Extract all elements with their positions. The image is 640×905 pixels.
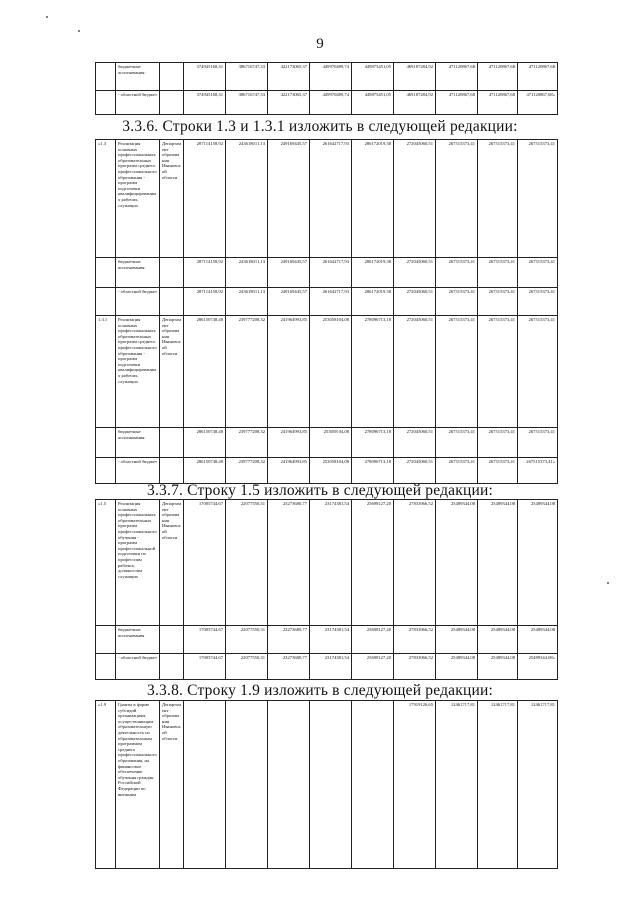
value-cell: 25489344,08 <box>436 500 478 626</box>
value-cell: 25698127,20 <box>352 654 394 680</box>
row-number <box>96 428 116 458</box>
value-cell: 267515373,41 <box>436 258 478 288</box>
value-cell: 267515373,41 <box>478 428 518 458</box>
table-row <box>96 288 558 316</box>
value-cell: 243618011,13 <box>226 288 268 316</box>
heading-3-3-8: 3.3.8. Строку 1.9 изложить в следующей редакции: <box>147 682 493 699</box>
value-cell: 286172019,38 <box>352 288 394 316</box>
row-name: бюджетные ассигнования <box>116 626 160 654</box>
value-cell: 267515373,41 <box>518 288 558 316</box>
row-executor <box>160 288 184 316</box>
value-cell <box>310 701 352 869</box>
value-cell: 249169445,57 <box>268 258 310 288</box>
value-cell: 241964993,85 <box>268 458 310 484</box>
row-executor <box>160 63 184 91</box>
value-cell: 27833966,52 <box>394 654 436 680</box>
row-number <box>96 91 116 115</box>
value-cell: 25698127,20 <box>352 626 394 654</box>
value-cell: 22077550,31 <box>226 500 268 626</box>
value-cell: 286172019,38 <box>352 140 394 258</box>
value-cell: 12461717,81 <box>478 701 518 869</box>
value-cell: 23273680,77 <box>268 626 310 654</box>
row-number <box>96 63 116 91</box>
row-number <box>96 654 116 680</box>
scan-speck <box>46 16 48 18</box>
value-cell: 25489344,08 <box>436 654 478 680</box>
value-cell: 422173065,37 <box>268 63 310 91</box>
row-name: бюджетные ассигнования: <box>116 428 160 458</box>
value-cell: 261642717,93 <box>310 258 352 288</box>
value-cell: 267515373,41 <box>436 316 478 428</box>
value-cell: 12461717,81 <box>518 701 558 869</box>
value-cell: 249169445,57 <box>268 288 310 316</box>
row-name: - областной бюджет <box>116 458 160 484</box>
value-cell: 25489344,08 <box>478 626 518 654</box>
table-row <box>96 428 558 458</box>
value-cell: 449970489,74 <box>310 91 352 115</box>
value-cell: 286150748,48 <box>184 316 226 428</box>
value-cell: 261642717,93 <box>310 140 352 258</box>
value-cell: 23273680,77 <box>268 500 310 626</box>
value-cell: 286150748,48 <box>184 458 226 484</box>
row-name: Реализация основных профессиональных образовательных программ среднего профессионального образования - программ подготовки квалифицированных рабочих, служащих <box>116 316 160 428</box>
value-cell: 239777208,32 <box>226 428 268 458</box>
table-row <box>96 140 558 258</box>
value-cell: 25489344,08 <box>436 626 478 654</box>
value-cell: 17005744,67 <box>184 500 226 626</box>
row-number: «1.3 <box>96 140 116 258</box>
value-cell: 449970489,74 <box>310 63 352 91</box>
value-cell: 23174381,54 <box>310 626 352 654</box>
value-cell: 27833966,52 <box>394 500 436 626</box>
row-number <box>96 458 116 484</box>
value-cell: 267515373,41 <box>436 428 478 458</box>
row-name: бюджетные ассигнования: <box>116 258 160 288</box>
value-cell: 22077550,31 <box>226 654 268 680</box>
table-row <box>96 458 558 484</box>
value-cell: 267515373,41 <box>478 288 518 316</box>
value-cell: 267515373,41 <box>518 140 558 258</box>
table-row <box>96 500 558 626</box>
value-cell: 12461717,81 <box>436 701 478 869</box>
row-name: - областной бюджет <box>116 654 160 680</box>
value-cell: 272045060,51 <box>394 458 436 484</box>
row-number <box>96 626 116 654</box>
value-cell: 23174381,54 <box>310 654 352 680</box>
row-name: бюджетные ассигнования: <box>116 63 160 91</box>
value-cell: 267515373,41 <box>518 316 558 428</box>
heading-3-3-7: 3.3.7. Строку 1.5 изложить в следующей редакции: <box>147 482 493 499</box>
value-cell: 25489344,08» <box>518 654 558 680</box>
row-executor <box>160 258 184 288</box>
row-executor: Департамент образования Ивановской области <box>160 140 184 258</box>
table-row <box>96 316 558 428</box>
value-cell: 25489344,08 <box>518 626 558 654</box>
value-cell: 374945168,31 <box>184 91 226 115</box>
top-budget-table <box>95 62 558 115</box>
table-row-1-9 <box>95 700 558 869</box>
value-cell: 287114158,92 <box>184 140 226 258</box>
value-cell: 272045060,51 <box>394 316 436 428</box>
value-cell: 267515373,41 <box>478 458 518 484</box>
value-cell: 267515373,41 <box>436 458 478 484</box>
value-cell: 261642717,93 <box>310 288 352 316</box>
row-name: Реализация основных профессиональных образовательных программ профессионального обучения - программ профессиональной подготовки по профессиям рабочих, должностям служащих <box>116 500 160 626</box>
value-cell: 471120867,68» <box>518 91 558 115</box>
value-cell: 287114158,92 <box>184 288 226 316</box>
value-cell: 27833966,52 <box>394 626 436 654</box>
table-row <box>96 626 558 654</box>
row-number: 1.3.1 <box>96 316 116 428</box>
value-cell: 278096713,18 <box>352 316 394 428</box>
value-cell: 267515373,41 <box>518 428 558 458</box>
value-cell: 17005744,67 <box>184 654 226 680</box>
value-cell: 267515373,41 <box>478 140 518 258</box>
value-cell: 272045060,51 <box>394 140 436 258</box>
value-cell <box>226 701 268 869</box>
value-cell: 25489344,08 <box>518 500 558 626</box>
value-cell: 241964993,85 <box>268 428 310 458</box>
value-cell: 278096713,18 <box>352 458 394 484</box>
value-cell <box>184 701 226 869</box>
value-cell: 241964993,85 <box>268 316 310 428</box>
value-cell: 374945168,31 <box>184 63 226 91</box>
value-cell: 422173065,37 <box>268 91 310 115</box>
value-cell: 272045060,51 <box>394 258 436 288</box>
value-cell: 23174381,54 <box>310 500 352 626</box>
value-cell: 471120867,68 <box>436 63 478 91</box>
value-cell: 471120867,68 <box>518 63 558 91</box>
value-cell: 17919126,65 <box>394 701 436 869</box>
row-name: Гранты в форме субсидий организациям, осуществляющим образовательную деятельность по образовательным программам среднего профессионального образования, на финансовое обеспечение обучения граждан Российской Федерации по внешним <box>116 701 160 869</box>
value-cell: 22077550,31 <box>226 626 268 654</box>
table-row <box>96 654 558 680</box>
row-executor <box>160 626 184 654</box>
value-cell: 469187284,92 <box>394 63 436 91</box>
value-cell: 253058104,08 <box>310 458 352 484</box>
value-cell: 25489344,08 <box>478 654 518 680</box>
heading-3-3-6: 3.3.6. Строки 1.3 и 1.3.1 изложить в следующей редакции: <box>122 118 518 135</box>
row-executor <box>160 654 184 680</box>
table-row-1-5 <box>95 499 558 680</box>
value-cell: 239777208,32 <box>226 458 268 484</box>
row-name: Реализация основных профессиональных образовательных программ среднего профессионального образования - программ подготовки квалифицированных рабочих, служащих <box>116 140 160 258</box>
row-executor: Департамент образования Ивановской области <box>160 701 184 869</box>
row-number <box>96 258 116 288</box>
value-cell: 253058104,08 <box>310 316 352 428</box>
value-cell: 253058 04,08 <box>310 428 352 458</box>
value-cell: 286150748,48 <box>184 428 226 458</box>
value-cell: 286172019,38 <box>352 258 394 288</box>
value-cell: 449875451,05 <box>352 63 394 91</box>
value-cell: 249169445,57 <box>268 140 310 258</box>
value-cell: 267515373,41 <box>478 258 518 288</box>
table-row-1-3 <box>95 139 558 484</box>
value-cell <box>352 701 394 869</box>
value-cell: 267515373,41 <box>436 288 478 316</box>
value-cell: 239777208,32 <box>226 316 268 428</box>
value-cell: 267515373,41 <box>518 258 558 288</box>
row-executor <box>160 91 184 115</box>
value-cell: 386716747,33 <box>226 63 268 91</box>
value-cell: 386716747,33 <box>226 91 268 115</box>
value-cell: 272045060,51 <box>394 288 436 316</box>
value-cell: 243618011,13 <box>226 140 268 258</box>
row-executor <box>160 428 184 458</box>
row-number: «1.5 <box>96 500 116 626</box>
row-executor: Департамент образования Ивановской области <box>160 500 184 626</box>
value-cell: 471120867,68 <box>436 91 478 115</box>
value-cell: 449875451,05 <box>352 91 394 115</box>
value-cell <box>268 701 310 869</box>
value-cell: 272045060,51 <box>394 428 436 458</box>
page-number: 9 <box>316 36 324 52</box>
value-cell: 23273680,77 <box>268 654 310 680</box>
value-cell: 267515373,41 <box>436 140 478 258</box>
table-row <box>96 63 558 91</box>
row-name: - областной бюджет <box>116 91 160 115</box>
value-cell: 469187284,92 <box>394 91 436 115</box>
row-executor <box>160 458 184 484</box>
row-executor: Департамент образования Ивановской области <box>160 316 184 428</box>
value-cell: 287114158,92 <box>184 258 226 288</box>
value-cell: 278096713,18 <box>352 428 394 458</box>
value-cell: 471120867,68 <box>478 63 518 91</box>
table-row <box>96 91 558 115</box>
value-cell: 267515373,41 <box>478 316 518 428</box>
value-cell: 17005744,67 <box>184 626 226 654</box>
value-cell: 471120867,68 <box>478 91 518 115</box>
value-cell: 25489344,08 <box>478 500 518 626</box>
row-number <box>96 288 116 316</box>
value-cell: 243618011,13 <box>226 258 268 288</box>
value-cell: 267515373,41» <box>518 458 558 484</box>
scan-speck <box>78 30 80 32</box>
row-number: «1.9 <box>96 701 116 869</box>
table-row <box>96 258 558 288</box>
row-name: - областной бюджет <box>116 288 160 316</box>
value-cell: 25698127,20 <box>352 500 394 626</box>
scan-speck <box>607 582 609 584</box>
table-row <box>96 701 558 869</box>
